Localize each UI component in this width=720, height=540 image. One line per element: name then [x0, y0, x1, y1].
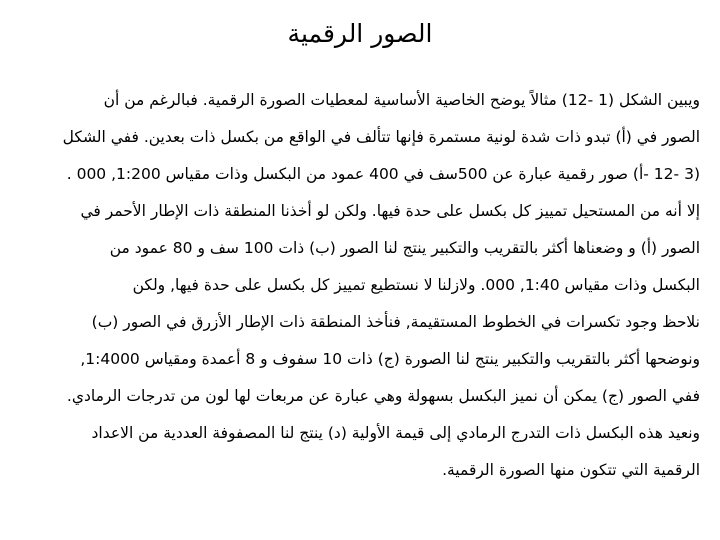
paragraph-line: (3 -12 -أ) صور رقمية عبارة عن 500سف في 400 عمود من البكسل وذات مقياس 1:200, 000 .	[66, 165, 700, 183]
paragraph-line: الصور في (أ) تبدو ذات شدة لونية مستمرة فإنها تتألف في الواقع من بكسل ذات بعدين. ففي الشكل	[62, 128, 700, 146]
paragraph-line: الصور (أ) و وضعناها أكثر بالتقريب والتكبير ينتج لنا الصور (ب) ذات 100 سف و 80 عمود من	[109, 239, 700, 257]
body-paragraph	[22, 82, 700, 489]
slide-title: الصور الرقمية	[287, 19, 433, 48]
paragraph-line: نلاحظ وجود تكسرات في الخطوط المستقيمة, فنأخذ المنطقة ذات الإطار الأزرق في الصور (ب)	[91, 313, 700, 331]
paragraph-line: إلا أنه من المستحيل تمييز كل بكسل على حدة فيها. ولكن لو أخذنا المنطقة ذات الإطار الأحمر في	[80, 202, 700, 220]
paragraph-line: ونوضحها أكثر بالتقريب والتكبير ينتج لنا الصورة (ج) ذات 10 سفوف و 8 أعمدة ومقياس 1:4000,	[80, 350, 700, 368]
paragraph-line: ففي الصور (ج) يمكن أن نميز البكسل بسهولة وهي عبارة عن مربعات لها لون من تدرجات الرمادي.	[66, 387, 700, 405]
paragraph-line: ويبين الشكل (1 -12) مثالاً يوضح الخاصية الأساسية لمعطيات الصورة الرقمية. فبالرغم من أن	[103, 91, 700, 109]
paragraph-line: الرقمية التي تتكون منها الصورة الرقمية.	[442, 461, 700, 479]
paragraph-line: البكسل وذات مقياس 1:40, 000. ولازلنا لا نستطيع تمييز كل بكسل على حدة فيها, ولكن	[132, 276, 700, 294]
paragraph-line: ونعيد هذه البكسل ذات التدرج الرمادي إلى قيمة الأولية (د) ينتج لنا المصفوفة العددية من الاعداد	[91, 424, 700, 442]
